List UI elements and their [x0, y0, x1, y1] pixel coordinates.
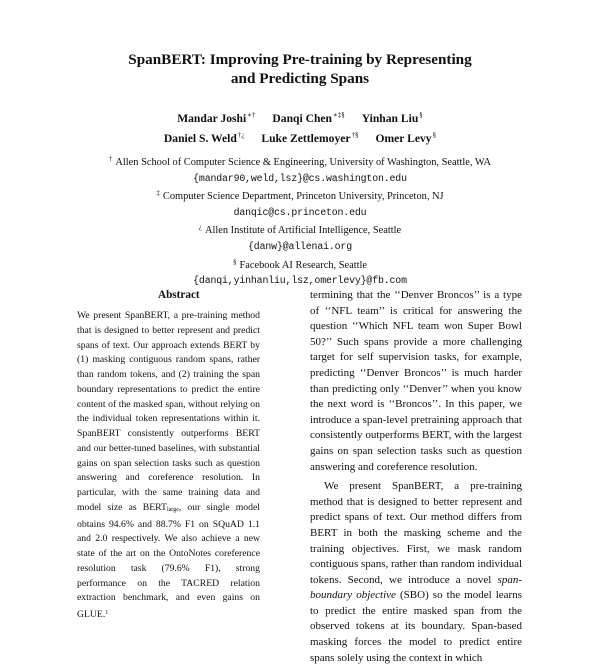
- abstract-text: We present SpanBERT, a pre-training method that is designed to better represent and predict spans of text. Our approach extends BERT by (1) masking contiguous random spans, rather than random tokens, and (2) training the span boundary representations to predict the entire content of the masked span, without relying on the individual token representations within it. SpanBERT consistently outperforms BERT and our better-tuned baselines, with substantial gains on span selection tasks such as question answering and coreference resolution. In particular, with the same training data and model size as $BERT_{large}$, our single model obtains 94.6% and 88.7% F1 on SQuAD 1.1 and 2.0 respectively. We also achieve a new state of the art on the OntoNotes coreference resolution task (79.6% F1), strong performance on the TACRED relation extraction benchmark, and even gains on GLUE.$^1$: [77, 310, 260, 620]
- affiliation-email: {danqi,yinhanliu,lsz,omerlevy}@fb.com: [193, 275, 407, 287]
- author-name: Luke Zettlemoyer†§: [261, 131, 359, 145]
- affiliation: ‡ Computer Science Department, Princeton University, Princeton, NJ: [156, 189, 444, 203]
- paper-title: [0, 50, 600, 88]
- author-list: [0, 107, 600, 147]
- abstract-heading: Abstract: [158, 289, 200, 301]
- affiliation: † Allen School of Computer Science & Engineering, University of Washington, Seattle, WA: [108, 155, 492, 168]
- author-name: Yinhan Liu§: [361, 111, 423, 125]
- author-name: Daniel S. Weld†¿: [163, 131, 245, 145]
- author-name: Mandar Joshi∗†: [177, 111, 256, 125]
- author-row-2: [0, 127, 600, 147]
- affiliation-email: {danw}@allenai.org: [248, 240, 352, 252]
- title-line-2: and Predicting Spans: [230, 70, 370, 87]
- paragraph: termining that the ‘‘Denver Broncos’’ is a type of ‘‘NFL team’’ is critical for answering the question ‘‘Which NFL team won Super Bowl 50?’’ Such spans provide a more challenging target for self supervision tasks, for example, predicting ‘‘Denver Broncos’’ is much harder than predicting only ‘‘Denver’’ when you know the next word is ‘‘Broncos’’. In this paper, we introduce a span-level pretraining approach that consistently outperforms BERT, with the largest gains on span selection tasks such as question answering and coreference resolution.: [310, 289, 522, 473]
- author-name: Omer Levy§: [375, 131, 437, 145]
- affiliations: [0, 152, 600, 289]
- affiliation-email: {mandar90,weld,lsz}@cs.washington.edu: [193, 172, 407, 184]
- author-row-1: [0, 107, 600, 127]
- affiliation-email: danqic@cs.princeton.edu: [233, 206, 367, 218]
- paragraph: We present SpanBERT, a pre-training method that is designed to better represent and predict spans of text. Our method differs from BERT in both the masking scheme and the training objectives. First, we mask random contiguous spans, rather than random individual tokens. Second, we introduce a novel span-boundary objective (SBO) so the model learns to predict the entire masked span from the observed tokens at its boundary. Span-based masking forces the model to predict entire spans solely using the context in which: [310, 480, 523, 664]
- title-line-1: SpanBERT: Improving Pre-training by Representing: [128, 51, 472, 68]
- author-name: Danqi Chen∗‡§: [272, 111, 345, 125]
- affiliation: § Facebook AI Research, Seattle: [232, 257, 368, 271]
- footnote-marker[interactable]: 1: [105, 610, 109, 616]
- introduction-column: [310, 288, 522, 666]
- affiliation: ¿ Allen Institute of Artificial Intelligence, Seattle: [198, 223, 402, 237]
